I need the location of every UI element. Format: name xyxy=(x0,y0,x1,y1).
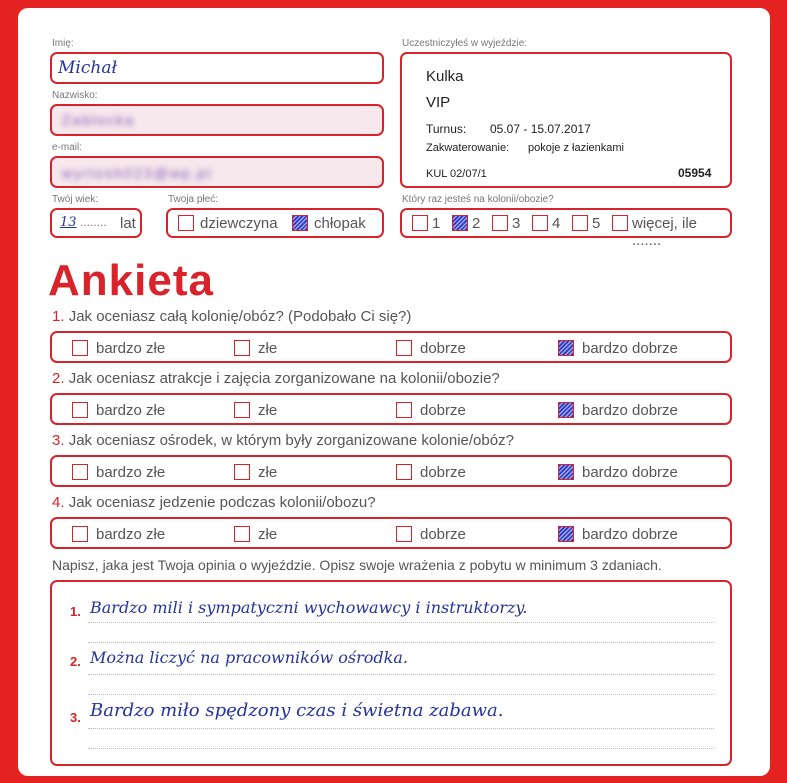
q3-checkbox-bad[interactable] xyxy=(234,464,250,480)
q2-label-very-good: bardzo dobrze xyxy=(582,402,678,419)
opinion-line-1b xyxy=(88,642,714,643)
gender-label: Twoja płeć: xyxy=(168,194,219,205)
surname-value: Zabłocka xyxy=(62,112,135,128)
trip-code: KUL 02/07/1 xyxy=(426,168,487,180)
opinion-3-text: Bardzo miło spędzony czas i świetna zabawa. xyxy=(90,700,504,721)
trip-card xyxy=(400,52,732,188)
times-checkbox-5[interactable] xyxy=(572,215,588,231)
question-1 xyxy=(52,308,411,325)
email-label: e-mail: xyxy=(52,142,83,153)
q3-label-very-bad: bardzo złe xyxy=(96,464,166,481)
age-value: 13 xyxy=(60,215,77,230)
turnus-label: Turnus: xyxy=(426,122,467,136)
accommodation-value: pokoje z łazienkami xyxy=(528,142,624,154)
opinion-line-2 xyxy=(88,674,714,675)
q3-label-bad: złe xyxy=(258,464,278,481)
q4-label-very-good: bardzo dobrze xyxy=(582,526,678,543)
question-3-text: Jak oceniasz ośrodek, w którym były zorganizowane kolonie/obóz? xyxy=(68,432,514,449)
surname-label: Nazwisko: xyxy=(52,90,98,101)
question-2 xyxy=(52,370,500,387)
age-label: Twój wiek: xyxy=(52,194,99,205)
opinion-1-text: Bardzo mili i sympatyczni wychowawcy i instruktorzy. xyxy=(90,598,528,617)
trip-tier: VIP xyxy=(426,94,451,111)
q4-checkbox-very-bad[interactable] xyxy=(72,526,88,542)
q2-checkbox-bad[interactable] xyxy=(234,402,250,418)
times-checkbox-4[interactable] xyxy=(532,215,548,231)
times-checkbox-1[interactable] xyxy=(412,215,428,231)
gender-label-girl: dziewczyna xyxy=(200,215,278,232)
q1-label-bad: złe xyxy=(258,340,278,357)
times-label-5: 5 xyxy=(592,215,601,232)
q3-label-very-good: bardzo dobrze xyxy=(582,464,678,481)
q2-label-bad: złe xyxy=(258,402,278,419)
gender-group xyxy=(166,208,384,238)
name-label: Imię: xyxy=(52,38,74,49)
q4-label-very-bad: bardzo złe xyxy=(96,526,166,543)
question-1-text: Jak oceniasz całą kolonię/obóz? (Podobało Ci się?) xyxy=(68,308,412,325)
gender-checkbox-boy[interactable] xyxy=(292,215,308,231)
opinion-2-text: Można liczyć na pracowników ośrodka. xyxy=(90,648,408,667)
q2-checkbox-very-bad[interactable] xyxy=(72,402,88,418)
times-group xyxy=(400,208,732,249)
q2-label-very-bad: bardzo złe xyxy=(96,402,166,419)
opinion-line-1 xyxy=(88,622,714,623)
opinion-prompt: Napisz, jaka jest Twoja opinia o wyjeździe. Opisz swoje wrażenia z pobytu w minimum 3 zdaniach. xyxy=(52,557,662,573)
survey-title: Ankieta xyxy=(48,256,214,305)
q1-checkbox-very-good[interactable] xyxy=(558,340,574,356)
opinion-3-number: 3. xyxy=(70,710,81,725)
q1-label-good: dobrze xyxy=(420,340,466,357)
times-checkbox-2[interactable] xyxy=(452,215,468,231)
opinion-field[interactable] xyxy=(50,580,732,766)
question-3-number: 3. xyxy=(52,432,65,449)
opinion-2-number: 2. xyxy=(70,654,81,669)
surname-field[interactable] xyxy=(50,104,384,136)
q3-checkbox-good[interactable] xyxy=(396,464,412,480)
times-label-4: 4 xyxy=(552,215,561,232)
q3-checkbox-very-bad[interactable] xyxy=(72,464,88,480)
times-checkbox-3[interactable] xyxy=(492,215,508,231)
name-field[interactable] xyxy=(50,52,384,84)
times-label-1: 1 xyxy=(432,215,441,232)
question-1-number: 1. xyxy=(52,308,65,325)
accommodation-label: Zakwaterowanie: xyxy=(426,142,510,154)
q2-checkbox-very-good[interactable] xyxy=(558,402,574,418)
name-value: Michał xyxy=(58,58,117,78)
times-label-3: 3 xyxy=(512,215,521,232)
survey-sheet xyxy=(18,8,770,776)
question-4-number: 4. xyxy=(52,494,65,511)
q3-checkbox-very-good[interactable] xyxy=(558,464,574,480)
question-2-options xyxy=(50,393,732,425)
gender-checkbox-girl[interactable] xyxy=(178,215,194,231)
q1-checkbox-good[interactable] xyxy=(396,340,412,356)
q4-checkbox-very-good[interactable] xyxy=(558,526,574,542)
q1-label-very-bad: bardzo złe xyxy=(96,340,166,357)
q4-checkbox-bad[interactable] xyxy=(234,526,250,542)
email-field[interactable] xyxy=(50,156,384,188)
age-unit: lat xyxy=(120,215,136,232)
email-value: wyrtosh023@wp.pl xyxy=(62,165,213,181)
q3-label-good: dobrze xyxy=(420,464,466,481)
q1-checkbox-bad[interactable] xyxy=(234,340,250,356)
gender-label-boy: chłopak xyxy=(314,215,366,232)
q4-label-good: dobrze xyxy=(420,526,466,543)
turnus-value: 05.07 - 15.07.2017 xyxy=(490,122,591,136)
age-field[interactable] xyxy=(50,208,142,238)
q1-label-very-good: bardzo dobrze xyxy=(582,340,678,357)
q4-label-bad: złe xyxy=(258,526,278,543)
question-4 xyxy=(52,494,376,511)
times-label-more: więcej, ile ....... xyxy=(632,215,698,249)
trip-label: Uczestniczyłeś w wyjeździe: xyxy=(402,38,528,49)
age-dots: ........ xyxy=(80,215,107,229)
opinion-line-2b xyxy=(88,694,714,695)
opinion-1-number: 1. xyxy=(70,604,81,619)
times-label: Który raz jesteś na kolonii/obozie? xyxy=(402,194,554,205)
times-label-2: 2 xyxy=(472,215,481,232)
question-4-text: Jak oceniasz jedzenie podczas kolonii/obozu? xyxy=(68,494,376,511)
trip-name: Kulka xyxy=(426,68,464,85)
times-checkbox-more[interactable] xyxy=(612,215,628,231)
opinion-line-3 xyxy=(88,728,714,729)
question-3-options xyxy=(50,455,732,487)
question-1-options xyxy=(50,331,732,363)
question-3 xyxy=(52,432,514,449)
trip-number: 05954 xyxy=(678,166,712,180)
q1-checkbox-very-bad[interactable] xyxy=(72,340,88,356)
question-2-text: Jak oceniasz atrakcje i zajęcia zorganizowane na kolonii/obozie? xyxy=(68,370,500,387)
q2-checkbox-good[interactable] xyxy=(396,402,412,418)
opinion-line-3b xyxy=(88,748,714,749)
question-4-options xyxy=(50,517,732,549)
q2-label-good: dobrze xyxy=(420,402,466,419)
q4-checkbox-good[interactable] xyxy=(396,526,412,542)
question-2-number: 2. xyxy=(52,370,65,387)
